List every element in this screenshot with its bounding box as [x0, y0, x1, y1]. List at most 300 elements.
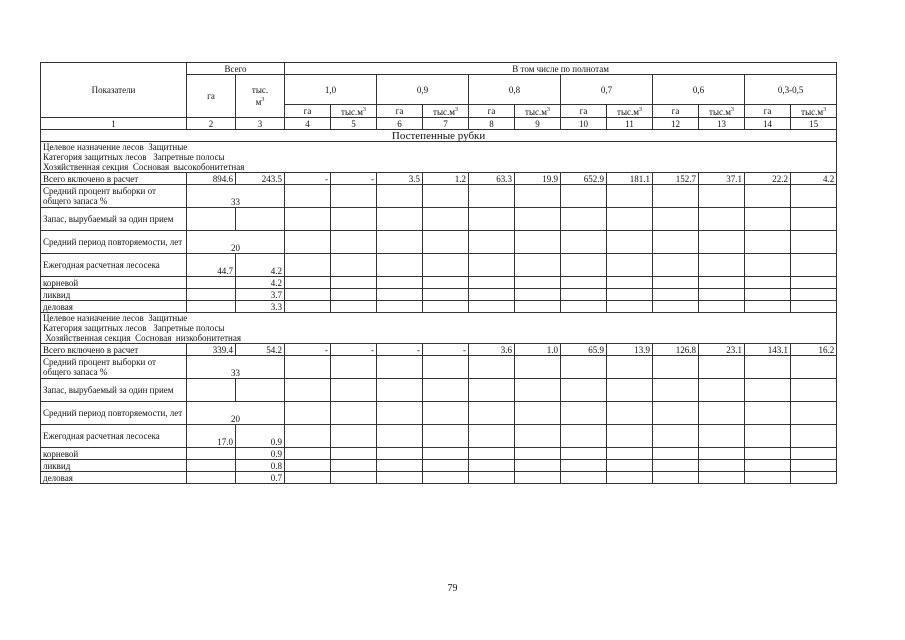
- empty-cell: [377, 356, 423, 379]
- empty-cell: [515, 208, 561, 231]
- empty-cell: [236, 208, 285, 231]
- table-row: [41, 356, 837, 379]
- empty-cell: [187, 301, 236, 313]
- unit-cube-sup: 3: [362, 107, 366, 113]
- empty-cell: [745, 208, 791, 231]
- row-label: Средний процент выборки от общего запаса %: [41, 185, 187, 208]
- header-row-1: [41, 63, 837, 75]
- empty-cell: [699, 185, 745, 208]
- empty-cell: [331, 254, 377, 277]
- empty-cell: [791, 425, 837, 448]
- empty-cell: [745, 277, 791, 289]
- empty-cell: [699, 277, 745, 289]
- empty-cell: [187, 208, 236, 231]
- table-row: [41, 460, 837, 472]
- row-label: Средний процент выборки от общего запаса %: [41, 356, 187, 379]
- value-cell: -: [331, 344, 377, 356]
- value-cell: 54.2: [236, 344, 285, 356]
- empty-cell: [331, 425, 377, 448]
- table-row: [41, 344, 837, 356]
- unit-cube-sup: 3: [454, 107, 458, 113]
- empty-cell: [561, 231, 607, 254]
- value-cell: 37.1: [699, 173, 745, 185]
- value-cell: 0.8: [236, 460, 285, 472]
- empty-cell: [377, 185, 423, 208]
- empty-cell: [377, 425, 423, 448]
- empty-cell: [745, 289, 791, 301]
- section-info-row: [41, 142, 837, 173]
- empty-cell: [377, 254, 423, 277]
- empty-cell: [791, 231, 837, 254]
- unit-cube-sup: 3: [638, 107, 642, 113]
- empty-cell: [561, 425, 607, 448]
- empty-cell: [515, 356, 561, 379]
- value-cell: 16.2: [791, 344, 837, 356]
- column-number: 1: [41, 118, 187, 130]
- unit-cube-sup: 3: [546, 107, 550, 113]
- empty-cell: [285, 460, 331, 472]
- empty-cell: [791, 208, 837, 231]
- empty-cell: [469, 356, 515, 379]
- empty-cell: [515, 254, 561, 277]
- empty-cell: [607, 254, 653, 277]
- empty-cell: [331, 289, 377, 301]
- empty-cell: [607, 402, 653, 425]
- value-cell: 4.2: [791, 173, 837, 185]
- value-cell: 126.8: [653, 344, 699, 356]
- empty-cell: [745, 379, 791, 402]
- row-label: Запас, вырубаемый за один прием: [41, 208, 187, 231]
- column-number: 12: [653, 118, 699, 130]
- section-section: Хозяйственная секция Сосновая низкобонитетная: [43, 333, 242, 343]
- empty-cell: [791, 277, 837, 289]
- empty-cell: [653, 301, 699, 313]
- empty-cell: [423, 425, 469, 448]
- empty-cell: [515, 402, 561, 425]
- empty-cell: [377, 460, 423, 472]
- column-number: 15: [791, 118, 837, 130]
- empty-cell: [285, 277, 331, 289]
- value-cell: 894.6: [187, 173, 236, 185]
- empty-cell: [653, 472, 699, 484]
- section-info: [41, 313, 837, 344]
- table-row: [41, 231, 837, 254]
- column-number: 5: [331, 118, 377, 130]
- empty-cell: [423, 289, 469, 301]
- empty-cell: [791, 356, 837, 379]
- empty-cell: [561, 402, 607, 425]
- section-info: [41, 142, 837, 173]
- empty-cell: [561, 379, 607, 402]
- empty-cell: [561, 301, 607, 313]
- empty-cell: [699, 289, 745, 301]
- empty-cell: [377, 301, 423, 313]
- empty-cell: [423, 231, 469, 254]
- density-label: 0,7: [561, 75, 653, 105]
- empty-cell: [515, 277, 561, 289]
- value-cell: -: [377, 344, 423, 356]
- unit-cube-sup: 3: [823, 107, 827, 113]
- empty-cell: [423, 379, 469, 402]
- empty-cell: [377, 379, 423, 402]
- empty-cell: [607, 356, 653, 379]
- table-row: [41, 472, 837, 484]
- empty-cell: [607, 425, 653, 448]
- empty-cell: [331, 356, 377, 379]
- value-cell: 17.0: [187, 425, 236, 448]
- row-label: Ежегодная расчетная лесосека: [41, 254, 187, 277]
- empty-cell: [377, 231, 423, 254]
- cutting-type-row: [41, 130, 837, 142]
- section-category: Категория защитных лесов Запретные полосы: [43, 152, 225, 162]
- empty-cell: [745, 425, 791, 448]
- empty-cell: [331, 208, 377, 231]
- empty-cell: [469, 460, 515, 472]
- unit-thous-m3: [607, 105, 653, 118]
- value-cell: 33: [187, 185, 285, 208]
- empty-cell: [187, 472, 236, 484]
- header-by-density: В том числе по полнотам: [285, 63, 837, 75]
- value-cell: 44.7: [187, 254, 236, 277]
- empty-cell: [791, 254, 837, 277]
- value-cell: 19.9: [515, 173, 561, 185]
- empty-cell: [561, 356, 607, 379]
- empty-cell: [745, 254, 791, 277]
- unit-thous-m3: [791, 105, 837, 118]
- empty-cell: [607, 208, 653, 231]
- empty-cell: [699, 208, 745, 231]
- row-label: корневой: [41, 277, 187, 289]
- unit-thous-m-text: тыс.м: [433, 107, 455, 117]
- forest-cutting-table: [40, 62, 837, 484]
- empty-cell: [285, 402, 331, 425]
- empty-cell: [561, 254, 607, 277]
- table-row: [41, 402, 837, 425]
- empty-cell: [469, 379, 515, 402]
- value-cell: 33: [187, 356, 285, 379]
- value-cell: 3.7: [236, 289, 285, 301]
- column-number: 9: [515, 118, 561, 130]
- column-number: 10: [561, 118, 607, 130]
- page-number: 79: [447, 583, 458, 594]
- table-row: [41, 425, 837, 448]
- empty-cell: [561, 208, 607, 231]
- value-cell: 63.3: [469, 173, 515, 185]
- empty-cell: [699, 254, 745, 277]
- section-info-row: [41, 313, 837, 344]
- empty-cell: [377, 402, 423, 425]
- value-cell: 20: [187, 231, 285, 254]
- empty-cell: [469, 254, 515, 277]
- column-number: 4: [285, 118, 331, 130]
- value-cell: 3.5: [377, 173, 423, 185]
- column-number: 2: [187, 118, 236, 130]
- column-number: 13: [699, 118, 745, 130]
- header-indicators: Показатели: [41, 63, 187, 118]
- empty-cell: [515, 185, 561, 208]
- header-total: Всего: [187, 63, 285, 75]
- density-label: 0,8: [469, 75, 561, 105]
- empty-cell: [469, 185, 515, 208]
- empty-cell: [377, 472, 423, 484]
- empty-cell: [377, 289, 423, 301]
- unit-ha: га: [653, 105, 699, 118]
- value-cell: 1.2: [423, 173, 469, 185]
- empty-cell: [423, 277, 469, 289]
- empty-cell: [699, 379, 745, 402]
- empty-cell: [423, 356, 469, 379]
- cutting-type-title: Постепенные рубки: [41, 130, 837, 142]
- section-purpose: Целевое назначение лесов Защитные: [43, 313, 188, 323]
- unit-thous-m-text: тыс.м: [801, 107, 824, 117]
- value-cell: -: [423, 344, 469, 356]
- empty-cell: [515, 379, 561, 402]
- empty-cell: [699, 472, 745, 484]
- column-number: 7: [423, 118, 469, 130]
- value-cell: 13.9: [607, 344, 653, 356]
- empty-cell: [791, 185, 837, 208]
- empty-cell: [561, 460, 607, 472]
- value-cell: 3.3: [236, 301, 285, 313]
- column-number: 3: [236, 118, 285, 130]
- value-cell: -: [285, 173, 331, 185]
- empty-cell: [699, 231, 745, 254]
- row-label: Ежегодная расчетная лесосека: [41, 425, 187, 448]
- empty-cell: [469, 289, 515, 301]
- empty-cell: [469, 402, 515, 425]
- empty-cell: [515, 460, 561, 472]
- empty-cell: [791, 289, 837, 301]
- density-label: 0,3-0,5: [745, 75, 837, 105]
- empty-cell: [331, 472, 377, 484]
- empty-cell: [699, 448, 745, 460]
- empty-cell: [469, 277, 515, 289]
- value-cell: 22.2: [745, 173, 791, 185]
- empty-cell: [187, 277, 236, 289]
- empty-cell: [377, 448, 423, 460]
- unit-thous-m3: [699, 105, 745, 118]
- empty-cell: [699, 460, 745, 472]
- empty-cell: [791, 301, 837, 313]
- unit-thous-m3: [423, 105, 469, 118]
- empty-cell: [187, 448, 236, 460]
- empty-cell: [187, 460, 236, 472]
- empty-cell: [331, 379, 377, 402]
- empty-cell: [515, 231, 561, 254]
- density-label: 0,6: [653, 75, 745, 105]
- empty-cell: [285, 289, 331, 301]
- empty-cell: [699, 301, 745, 313]
- value-cell: 4.2: [236, 277, 285, 289]
- empty-cell: [653, 231, 699, 254]
- empty-cell: [791, 402, 837, 425]
- table-row: [41, 277, 837, 289]
- value-cell: 243.5: [236, 173, 285, 185]
- value-cell: 65.9: [561, 344, 607, 356]
- value-cell: 1.0: [515, 344, 561, 356]
- empty-cell: [469, 301, 515, 313]
- column-number: 14: [745, 118, 791, 130]
- empty-cell: [515, 425, 561, 448]
- empty-cell: [561, 289, 607, 301]
- empty-cell: [469, 425, 515, 448]
- empty-cell: [285, 448, 331, 460]
- empty-cell: [285, 301, 331, 313]
- empty-cell: [653, 460, 699, 472]
- empty-cell: [515, 472, 561, 484]
- empty-cell: [285, 185, 331, 208]
- empty-cell: [423, 208, 469, 231]
- empty-cell: [745, 301, 791, 313]
- unit-ha: га: [377, 105, 423, 118]
- empty-cell: [653, 425, 699, 448]
- table-row: [41, 254, 837, 277]
- row-label: ликвид: [41, 289, 187, 301]
- empty-cell: [653, 277, 699, 289]
- row-label: Всего включено в расчет: [41, 344, 187, 356]
- empty-cell: [469, 231, 515, 254]
- empty-cell: [331, 402, 377, 425]
- empty-cell: [607, 277, 653, 289]
- empty-cell: [331, 301, 377, 313]
- row-label: Всего включено в расчет: [41, 173, 187, 185]
- empty-cell: [653, 289, 699, 301]
- empty-cell: [423, 254, 469, 277]
- empty-cell: [331, 231, 377, 254]
- empty-cell: [607, 231, 653, 254]
- row-label: Средний период повторяемости, лет: [41, 231, 187, 254]
- empty-cell: [423, 402, 469, 425]
- empty-cell: [745, 356, 791, 379]
- empty-cell: [607, 472, 653, 484]
- value-cell: -: [285, 344, 331, 356]
- empty-cell: [607, 185, 653, 208]
- empty-cell: [653, 448, 699, 460]
- unit-thous-m-text: тыс.м: [709, 107, 731, 117]
- empty-cell: [607, 379, 653, 402]
- empty-cell: [653, 254, 699, 277]
- table-row: [41, 448, 837, 460]
- empty-cell: [699, 425, 745, 448]
- value-cell: -: [331, 173, 377, 185]
- value-cell: 339.4: [187, 344, 236, 356]
- table-row: [41, 289, 837, 301]
- unit-ha: га: [469, 105, 515, 118]
- row-label: Средний период повторяемости, лет: [41, 402, 187, 425]
- unit-thous-m3: [515, 105, 561, 118]
- empty-cell: [791, 472, 837, 484]
- unit-thous-m-text: тыс.м: [617, 107, 639, 117]
- empty-cell: [423, 460, 469, 472]
- value-cell: 4.2: [236, 254, 285, 277]
- column-number: 6: [377, 118, 423, 130]
- empty-cell: [377, 277, 423, 289]
- value-cell: 0.9: [236, 425, 285, 448]
- empty-cell: [187, 379, 236, 402]
- row-label: деловая: [41, 301, 187, 313]
- density-label: 0,9: [377, 75, 469, 105]
- header-total-ha: га: [187, 75, 236, 118]
- empty-cell: [331, 185, 377, 208]
- empty-cell: [285, 425, 331, 448]
- empty-cell: [699, 356, 745, 379]
- unit-ha: га: [745, 105, 791, 118]
- empty-cell: [745, 460, 791, 472]
- table-row: [41, 173, 837, 185]
- empty-cell: [469, 208, 515, 231]
- section-section: Хозяйственная секция Сосновая высокобонитетная: [43, 162, 245, 172]
- header-thous-text: тыс.: [251, 85, 269, 95]
- value-cell: 181.1: [607, 173, 653, 185]
- empty-cell: [745, 402, 791, 425]
- header-colnum-row: [41, 118, 837, 130]
- empty-cell: [653, 208, 699, 231]
- header-m-text: м: [255, 97, 262, 107]
- empty-cell: [699, 402, 745, 425]
- row-label: Запас, вырубаемый за один прием: [41, 379, 187, 402]
- unit-thous-m-text: тыс.м: [341, 107, 363, 117]
- empty-cell: [745, 448, 791, 460]
- empty-cell: [653, 402, 699, 425]
- empty-cell: [285, 379, 331, 402]
- empty-cell: [285, 208, 331, 231]
- table-row: [41, 208, 837, 231]
- empty-cell: [745, 185, 791, 208]
- empty-cell: [561, 185, 607, 208]
- row-label: деловая: [41, 472, 187, 484]
- empty-cell: [423, 448, 469, 460]
- table-row: [41, 301, 837, 313]
- value-cell: 0.9: [236, 448, 285, 460]
- value-cell: 23.1: [699, 344, 745, 356]
- empty-cell: [331, 460, 377, 472]
- value-cell: 152.7: [653, 173, 699, 185]
- empty-cell: [423, 472, 469, 484]
- empty-cell: [561, 448, 607, 460]
- empty-cell: [377, 208, 423, 231]
- empty-cell: [236, 379, 285, 402]
- row-label: ликвид: [41, 460, 187, 472]
- density-label: 1,0: [285, 75, 377, 105]
- empty-cell: [515, 301, 561, 313]
- empty-cell: [745, 472, 791, 484]
- empty-cell: [745, 231, 791, 254]
- empty-cell: [469, 472, 515, 484]
- empty-cell: [331, 448, 377, 460]
- table-row: [41, 379, 837, 402]
- value-cell: 652.9: [561, 173, 607, 185]
- empty-cell: [285, 356, 331, 379]
- value-cell: 143.1: [745, 344, 791, 356]
- empty-cell: [653, 379, 699, 402]
- empty-cell: [791, 460, 837, 472]
- unit-ha: га: [561, 105, 607, 118]
- table-row: [41, 185, 837, 208]
- empty-cell: [653, 185, 699, 208]
- empty-cell: [561, 277, 607, 289]
- value-cell: 20: [187, 402, 285, 425]
- empty-cell: [607, 460, 653, 472]
- column-number: 11: [607, 118, 653, 130]
- empty-cell: [285, 254, 331, 277]
- empty-cell: [423, 301, 469, 313]
- unit-ha: га: [285, 105, 331, 118]
- unit-thous-m-text: тыс.м: [525, 107, 547, 117]
- empty-cell: [607, 301, 653, 313]
- empty-cell: [187, 289, 236, 301]
- empty-cell: [331, 277, 377, 289]
- empty-cell: [653, 356, 699, 379]
